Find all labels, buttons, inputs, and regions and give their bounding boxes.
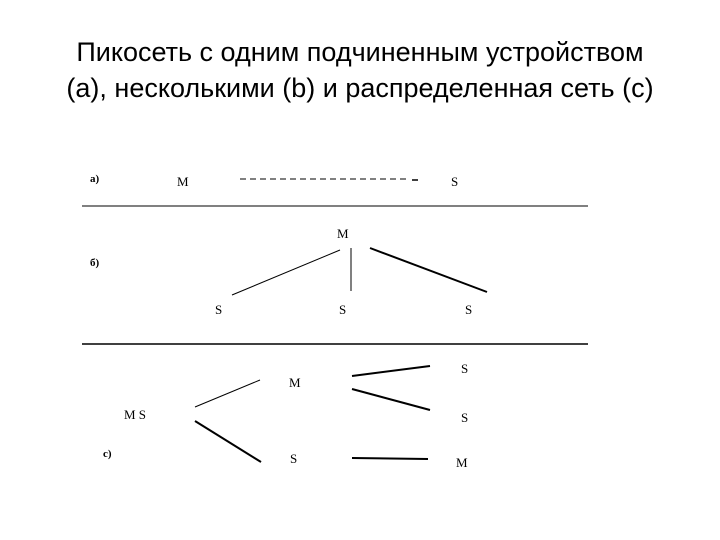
title-line-2: (а), несколькими (b) и распределенная сеть (с) — [66, 73, 654, 103]
section-c-link-master-to-top-right — [352, 366, 430, 376]
section-a-slave: S — [451, 174, 459, 189]
section-b-label: б) — [90, 257, 100, 269]
section-b-link-left — [232, 250, 340, 295]
section-c-link-master-to-mid-right — [352, 389, 430, 410]
section-a-label: а) — [90, 173, 100, 185]
section-c-slave-top-right: S — [461, 361, 469, 376]
section-c-label: с) — [103, 448, 112, 460]
section-b-master: M — [337, 226, 349, 241]
section-c-slave-bottom: S — [290, 451, 298, 466]
section-c-slave-mid-right: S — [461, 410, 469, 425]
section-c-master-slave: M S — [124, 407, 147, 422]
section-b-slave-left: S — [215, 302, 223, 317]
section-c-master-bottom-right: M — [456, 455, 468, 470]
section-b-slave-right: S — [465, 302, 473, 317]
section-c-link-ms-to-bottom — [195, 421, 261, 462]
section-c-master-top: M — [289, 375, 301, 390]
section-b-link-right — [370, 248, 487, 292]
section-b-slave-center: S — [339, 302, 347, 317]
section-c-link-bottom-pair — [352, 458, 428, 459]
title-line-1: Пикосеть с одним подчиненным устройством — [76, 37, 644, 67]
section-c-link-ms-to-master — [195, 380, 260, 407]
section-a-master: M — [177, 174, 189, 189]
